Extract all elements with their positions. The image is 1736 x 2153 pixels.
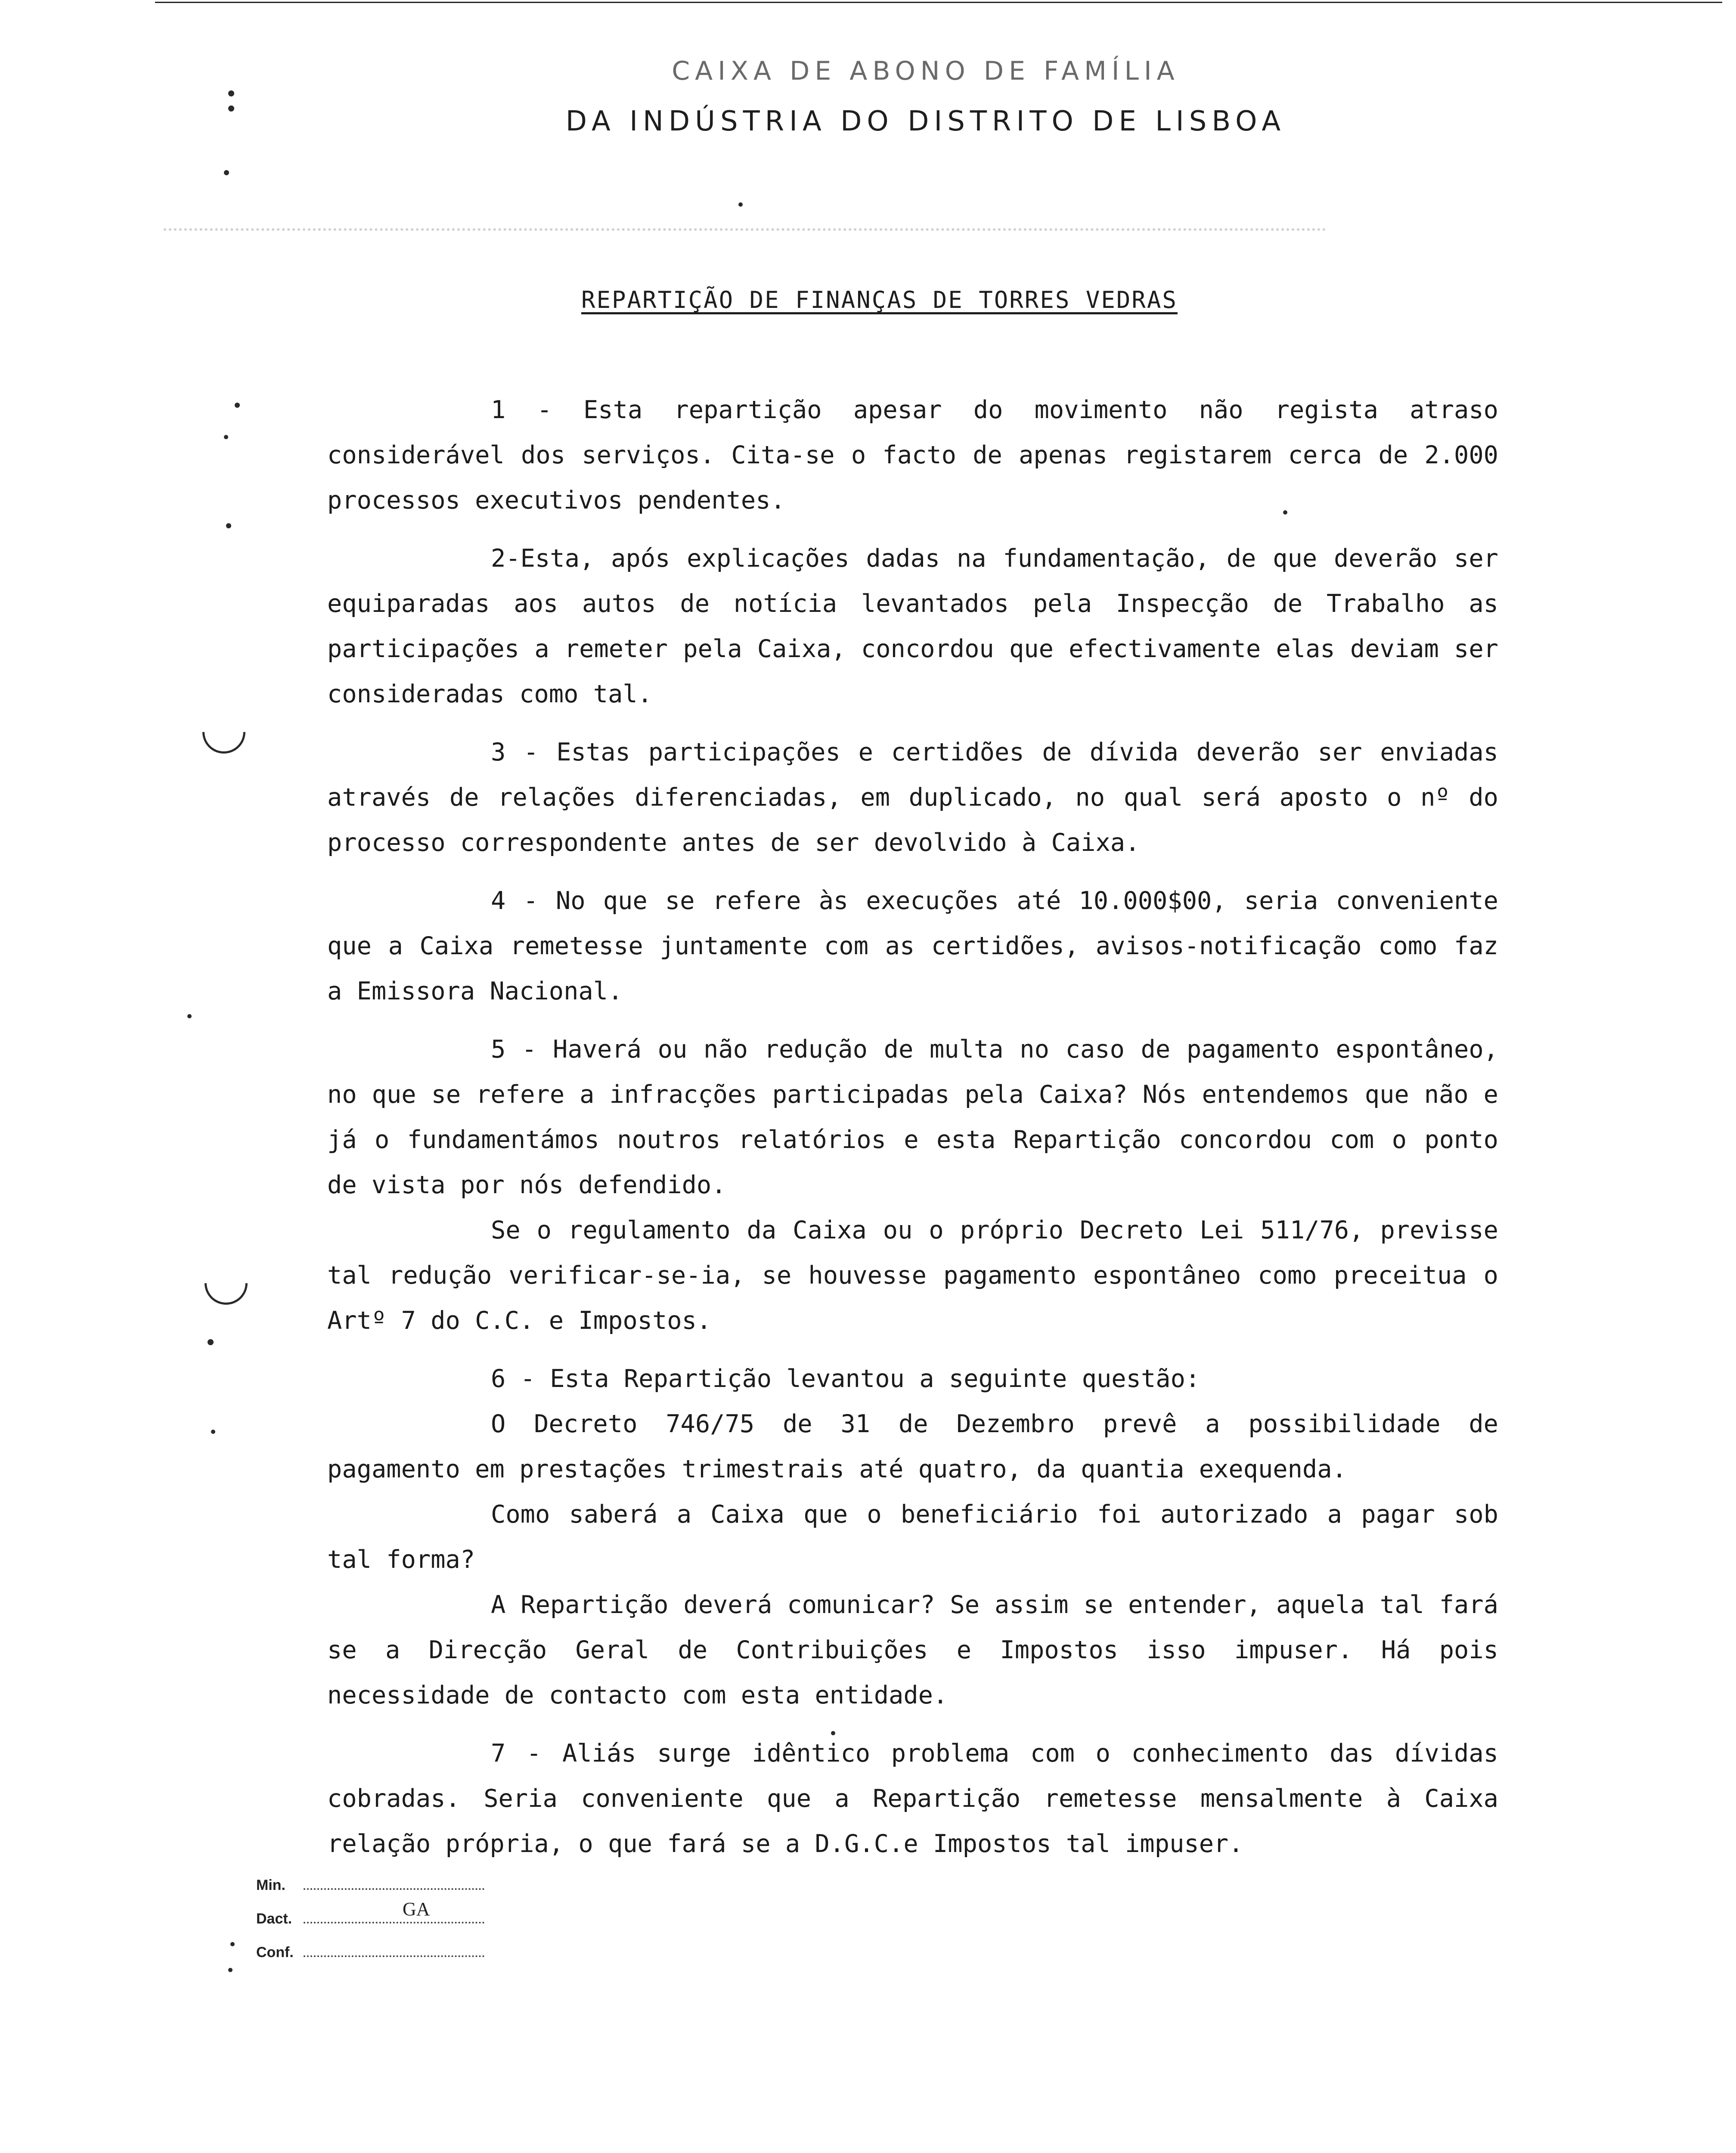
field-min-label: Min. (256, 1877, 285, 1893)
scan-speck (738, 202, 743, 207)
field-conf (256, 1942, 484, 1976)
typist-fields (256, 1875, 484, 1976)
field-conf-line (304, 1942, 484, 1957)
paragraph-4: 4 - No que se refere às execuções até 10.000$00, seria conveniente que a Caixa remetesse juntamente com as certidões, avisos-notificação como faz a Emissora Nacional. (327, 887, 1498, 1005)
scan-speck (831, 1731, 835, 1735)
field-dact (256, 1899, 484, 1942)
field-min (256, 1875, 484, 1909)
scan-speck (211, 1430, 215, 1434)
scan-speck (228, 1968, 232, 1972)
field-dact-label: Dact. (256, 1911, 292, 1927)
paragraph-6: 6 - Esta Repartição levantou a seguinte questão: (491, 1365, 1200, 1393)
scan-speck (208, 1339, 214, 1345)
scan-speck (228, 90, 234, 96)
scan-speck (1283, 510, 1287, 515)
scan-speck (224, 435, 228, 439)
paragraph-3: 3 - Estas participações e certidões de dívida deverão ser enviadas através de relações diferenciadas, em duplicado, no qual será aposto o nº do processo correspondente antes de ser devolvido à Caixa. (327, 738, 1498, 857)
scan-speck (224, 170, 229, 175)
document-title: REPARTIÇÃO DE FINANÇAS DE TORRES VEDRAS (581, 286, 1178, 313)
field-dact-line (304, 1899, 484, 1923)
scan-speck (230, 1942, 235, 1946)
scan-speck (235, 403, 240, 408)
paragraph-5: 5 - Haverá ou não redução de multa no caso de pagamento espontâneo, no que se refere a infracções participadas pela Caixa? Nós entendemos que não e já o fundamentámos noutros relatórios e esta Repartição concordou com o ponto de vista por nós defendido. (327, 1035, 1498, 1199)
document-body (327, 388, 1498, 1880)
header-line-1: CAIXA DE ABONO DE FAMÍLIA (672, 56, 1180, 86)
top-border-line (155, 2, 1722, 3)
paragraph-7: 7 - Aliás surge idêntico problema com o conhecimento das dívidas cobradas. Seria conveniente que a Repartição remetesse mensalmente à Caixa relação própria, o que fará se a D.G.C.e Impostos tal impuser. (327, 1739, 1498, 1858)
scan-speck (187, 1014, 192, 1018)
paragraph-1: 1 - Esta repartição apesar do movimento não regista atraso considerável dos serviços. Cita-se o facto de apenas registarem cerca de 2.000 processos executivos pendentes. (327, 396, 1498, 515)
paragraph-6-question: Como saberá a Caixa que o beneficiário foi autorizado a pagar sob tal forma? (327, 1500, 1498, 1574)
margin-tick-mark (202, 732, 245, 754)
paragraph-6-decree: O Decreto 746/75 de 31 de Dezembro prevê a possibilidade de pagamento em prestações trimestrais até quatro, da quantia exequenda. (327, 1410, 1498, 1483)
header-line-2: DA INDÚSTRIA DO DISTRITO DE LISBOA (565, 105, 1286, 137)
paragraph-6-answer: A Repartição deverá comunicar? Se assim se entender, aquela tal fará se a Direcção Geral de Contribuições e Impostos isso impuser. Há pois necessidade de contacto com esta entidade. (327, 1591, 1498, 1709)
field-conf-label: Conf. (256, 1944, 294, 1961)
scan-speck (228, 105, 234, 112)
header-divider (164, 228, 1326, 231)
field-min-line (304, 1875, 484, 1890)
margin-tick-mark (205, 1283, 248, 1305)
paragraph-5-continued: Se o regulamento da Caixa ou o próprio Decreto Lei 511/76, previsse tal redução verificar-se-ia, se houvesse pagamento espontâneo como preceitua o Artº 7 do C.C. e Impostos. (327, 1216, 1498, 1335)
scan-speck (226, 523, 231, 528)
field-dact-value: GA (403, 1899, 430, 1920)
paragraph-2: 2-Esta, após explicações dadas na fundamentação, de que deverão ser equiparadas aos autos de notícia levantados pela Inspecção de Trabalho as participações a remeter pela Caixa, concordou que efectivamente elas deviam ser consideradas como tal. (327, 544, 1498, 708)
